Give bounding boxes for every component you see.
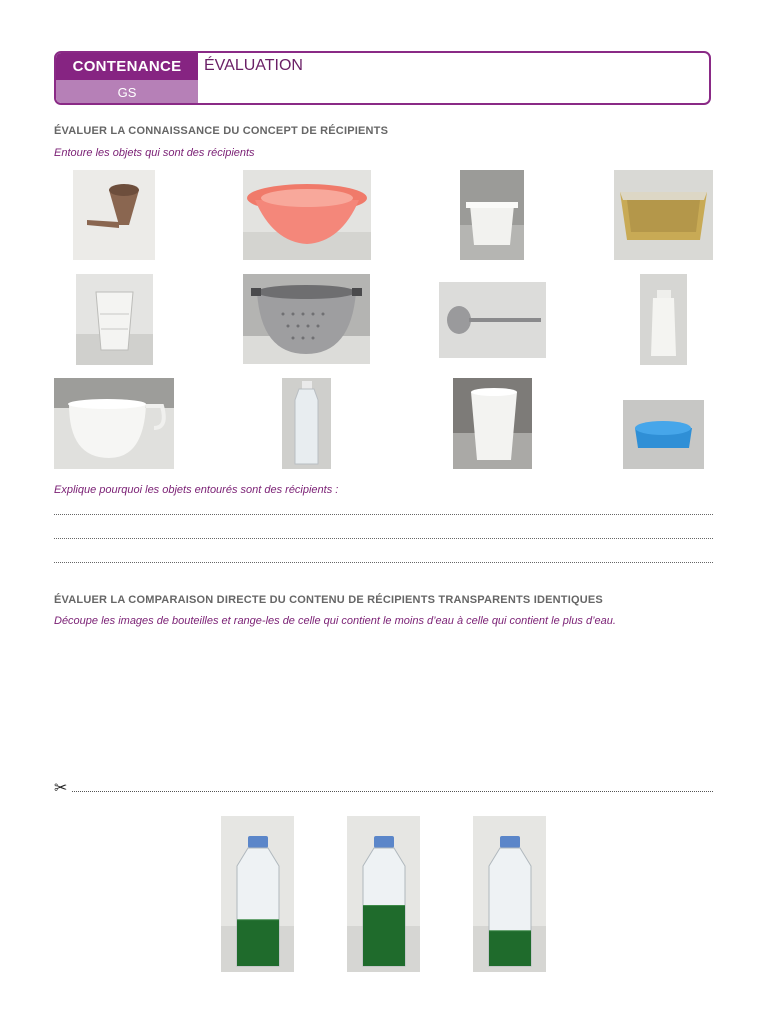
- section1-instruction: Entoure les objets qui sont des récipients: [54, 147, 255, 159]
- funnel-image: [73, 170, 155, 260]
- explain-question: Explique pourquoi les objets entourés sont des récipients :: [54, 484, 339, 496]
- answer-line-1[interactable]: [54, 514, 713, 515]
- bottle-image-3: [473, 816, 546, 972]
- page-title: ÉVALUATION: [204, 57, 303, 74]
- white-cup-image: [453, 378, 532, 469]
- section2-title: ÉVALUER LA COMPARAISON DIRECTE DU CONTENU DE RÉCIPIENTS TRANSPARENTS IDENTIQUES: [54, 594, 603, 606]
- scissors-icon: ✂: [54, 780, 68, 797]
- category-label: CONTENANCE: [56, 53, 198, 80]
- blue-lid-image: [623, 400, 704, 469]
- header-box: [54, 51, 711, 105]
- section1-title: ÉVALUER LA CONNAISSANCE DU CONCEPT DE RÉCIPIENTS: [54, 125, 389, 137]
- pink-bowl-image: [243, 170, 371, 260]
- skimmer-image: [439, 282, 546, 358]
- white-tub-image: [460, 170, 524, 260]
- water-bottle-image: [282, 378, 331, 469]
- answer-line-2[interactable]: [54, 538, 713, 539]
- measuring-cup-image: [76, 274, 153, 365]
- section2-instruction: Découpe les images de bouteilles et range-les de celle qui contient le moins d’eau à celle qui contient le plus d’eau.: [54, 615, 616, 627]
- cut-line: [72, 791, 713, 792]
- bottle-image-2: [347, 816, 420, 972]
- answer-line-3[interactable]: [54, 562, 713, 563]
- white-bottle-image: [640, 274, 687, 365]
- foil-tray-image: [614, 170, 713, 260]
- bottle-image-1: [221, 816, 294, 972]
- level-label: GS: [56, 80, 198, 105]
- measuring-jug-image: [54, 378, 174, 469]
- colander-image: [243, 274, 370, 364]
